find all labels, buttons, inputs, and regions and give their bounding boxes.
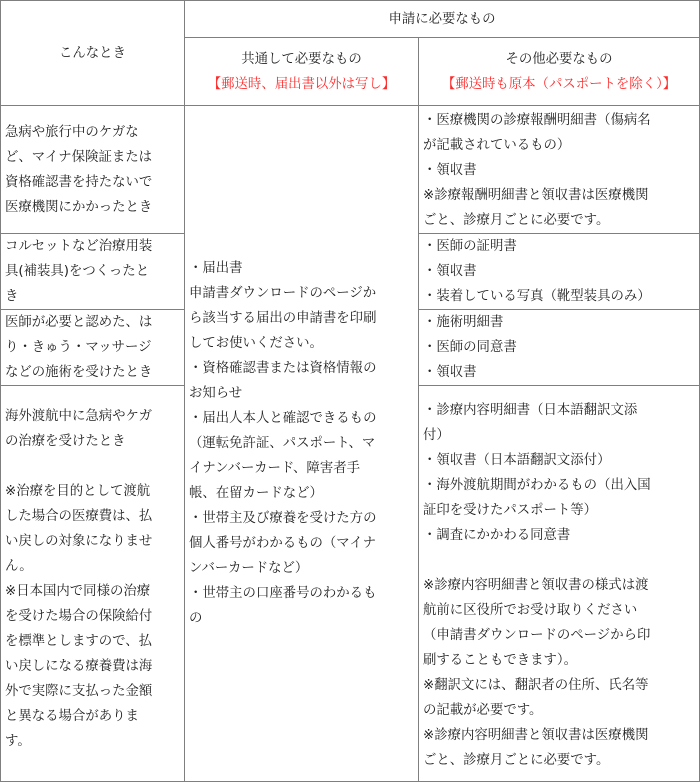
text-line: ・医師の証明書 xyxy=(423,239,517,254)
text-line: ・医療機関の診療報酬明細書（傷病名 xyxy=(423,113,651,128)
text-line: ごと、診療月ごとに必要です。 xyxy=(423,213,610,228)
other-note: 【郵送時も原本（パスポートを除く）】 xyxy=(441,76,677,92)
text-line: が記載されているもの） xyxy=(423,138,571,153)
text-line: ・調査にかかわる同意書 xyxy=(423,528,571,543)
text-line: （申請書ダウンロードのページから印 xyxy=(423,628,651,643)
text-line: 航前に区役所でお受け取りください xyxy=(423,603,638,618)
common-header xyxy=(185,38,419,106)
text-line: 申請書ダウンロードのページか xyxy=(189,286,377,301)
text-line: ・海外渡航期間がわかるもの（出入国 xyxy=(423,478,651,493)
situation-cell xyxy=(1,234,185,310)
text-line: を受けた場合の保険給付 xyxy=(5,609,153,624)
other-docs-cell xyxy=(419,106,700,234)
text-line: ※診療内容明細書と領収書は医療機関 xyxy=(423,728,649,743)
text-line: 医師が必要と認めた、は xyxy=(5,315,153,330)
text-line: ※翻訳文には、翻訳者の住所、氏名等 xyxy=(423,678,649,693)
text-line: の記載が必要です。 xyxy=(423,703,543,718)
text-line: イナンバーカード、障害者手 xyxy=(189,461,360,476)
situation-cell xyxy=(1,310,185,386)
text-line: い戻しの対象になりませ xyxy=(5,534,153,549)
text-line: してお使いください。 xyxy=(189,336,323,351)
table-row xyxy=(1,106,700,234)
situation-cell xyxy=(1,386,185,782)
text-line: ・届出書 xyxy=(189,261,243,276)
text-line: ・領収書 xyxy=(423,264,477,279)
text-line: ・装着している写真（靴型装具のみ） xyxy=(423,289,651,304)
text-line: 海外渡航中に急病やケガ xyxy=(5,409,153,424)
text-line: お知らせ xyxy=(189,386,243,401)
text-line: ンバーカードなど） xyxy=(189,561,309,576)
common-docs-cell xyxy=(185,106,419,782)
required-docs-header-label: 申請に必要なもの xyxy=(388,11,496,27)
common-title: 共通して必要なもの xyxy=(241,51,362,67)
text-line: ん。 xyxy=(5,559,33,574)
text-line: の xyxy=(189,611,203,626)
text-line: ※診療内容明細書と領収書の様式は渡 xyxy=(423,578,649,593)
text-line: ・診療内容明細書（日本語翻訳文添 xyxy=(423,403,638,418)
situation-header xyxy=(1,1,185,106)
situation-cell xyxy=(1,106,185,234)
text-line: 証印を受けたパスポート等） xyxy=(423,503,598,518)
text-line: ら該当する届出の申請書を印刷 xyxy=(189,311,377,326)
text-line: い戻しになる療養費は海 xyxy=(5,659,153,674)
text-line: の治療を受けたとき xyxy=(5,434,126,449)
text-line: と異なる場合がありま xyxy=(5,709,139,724)
text-line: ・領収書（日本語翻訳文添付） xyxy=(423,453,611,468)
text-line: 急病や旅行中のケガな xyxy=(5,125,139,140)
text-line: した場合の医療費は、払 xyxy=(5,509,153,524)
spacer xyxy=(5,454,180,479)
text-line: ど、マイナ保険証または xyxy=(5,150,153,165)
text-line: 帳、在留カードなど） xyxy=(189,486,323,501)
text-line: 資格確認書を持たないで xyxy=(5,175,153,190)
text-line: ・届出人本人と確認できるもの xyxy=(189,411,377,426)
text-line: ・世帯主及び療養を受けた方の xyxy=(189,511,377,526)
text-line: ・施術明細書 xyxy=(423,315,504,330)
text-line: 具(補装具)をつくったと xyxy=(5,264,150,279)
text-line: ごと、診療月ごとに必要です。 xyxy=(423,753,610,768)
other-header xyxy=(419,38,700,106)
text-line: ※診療報酬明細書と領収書は医療機関 xyxy=(423,188,649,203)
text-line: ・世帯主の口座番号のわかるも xyxy=(189,586,377,601)
text-line: す。 xyxy=(5,734,31,749)
text-line: ※日本国内で同様の治療 xyxy=(5,584,151,599)
common-note: 【郵送時、届出書以外は写し】 xyxy=(207,76,396,92)
other-docs-cell xyxy=(419,234,700,310)
text-line: ・領収書 xyxy=(423,365,477,380)
text-line: 個人番号がわかるもの（マイナ xyxy=(189,536,377,551)
text-line: 付） xyxy=(423,428,450,443)
text-line: ・医師の同意書 xyxy=(423,340,517,355)
spacer xyxy=(423,548,695,573)
other-docs-cell xyxy=(419,310,700,386)
text-line: き xyxy=(5,289,19,304)
text-line: などの施術を受けたとき xyxy=(5,365,153,380)
text-line: り・きゅう・マッサージ xyxy=(5,340,152,355)
required-docs-header xyxy=(185,1,700,38)
other-docs-cell xyxy=(419,386,700,782)
text-line: ※治療を目的として渡航 xyxy=(5,484,151,499)
text-line: ・領収書 xyxy=(423,163,477,178)
situation-header-label: こんなとき xyxy=(59,45,126,61)
text-line: （運転免許証、パスポート、マ xyxy=(189,436,376,451)
text-line: 刷することもできます）。 xyxy=(423,653,577,668)
other-title: その他必要なもの xyxy=(505,51,613,67)
text-line: 医療機関にかかったとき xyxy=(5,200,153,215)
text-line: を標準としますので、払 xyxy=(5,634,153,649)
text-line: 外で実際に支払った金額 xyxy=(5,684,153,699)
text-line: コルセットなど治療用装 xyxy=(5,239,153,254)
text-line: ・資格確認書または資格情報の xyxy=(189,361,377,376)
